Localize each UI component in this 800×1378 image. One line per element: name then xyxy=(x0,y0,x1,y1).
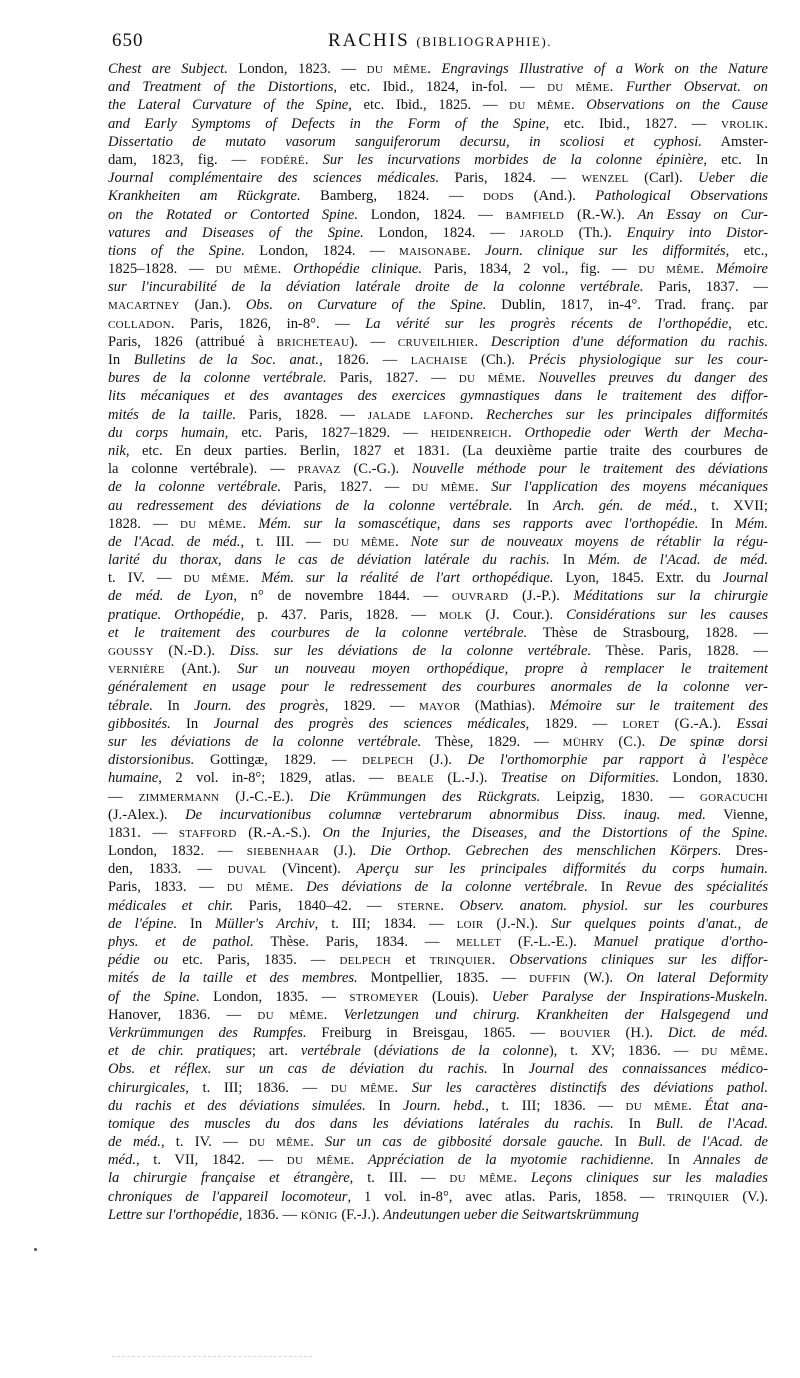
text-line: du corps humain, etc. Paris, 1827–1829. — HEIDENREICH. Orthopedie oder Werth der Mecha- xyxy=(108,424,768,441)
text-line: chroniques de l'appareil locomoteur, 1 vol. in-8°, avec atlas. Paris, 1858. — TRINQUIER (V.). xyxy=(108,1188,768,1205)
text-line: méd., t. VII, 1842. — DU MÊME. Appréciation de la myotomie rachidienne. In Annales de xyxy=(108,1152,768,1169)
text-line: Chest are Subject. London, 1823. — DU MÊME. Engravings Illustrative of a Work on the Nature xyxy=(108,61,768,77)
running-head xyxy=(112,30,768,52)
text-line: et le traitement des courbures de la colonne vertébrale. Thèse de Strasbourg, 1828. — xyxy=(108,624,768,641)
text-line: sur les déviations de la colonne vertébrale. Thèse, 1829. — MÜHRY (C.). De spinæ dorsi xyxy=(108,733,768,750)
text-line: VERNIÈRE (Ant.). Sur un nouveau moyen orthopédique, propre à remplacer le traitement xyxy=(108,661,768,678)
text-line: humaine, 2 vol. in-8°; 1829, atlas. — BEALE (L.-J.). Treatise on Diformities. London, 1830. xyxy=(108,770,768,787)
page-speck xyxy=(34,1248,37,1251)
running-head-title: RACHIS xyxy=(327,30,410,51)
page-number: 650 xyxy=(112,30,144,51)
text-line: pédie ou etc. Paris, 1835. — DELPECH et TRINQUIER. Observations cliniques sur les diffor- xyxy=(108,952,768,969)
text-line: dam, 1823, fig. — FODÉRÉ. Sur les incurvations morbides de la colonne épinière, etc. In xyxy=(108,151,768,168)
text-line: et de chir. pratiques; art. vertébrale (déviations de la colonne), t. XV; 1836. — DU MÊME. xyxy=(108,1043,768,1060)
text-line: and Early Symptoms of Defects in the Form of the Spine, etc. Ibid., 1827. — VROLIK. xyxy=(108,115,768,132)
text-line: nik, etc. En deux parties. Berlin, 1827 et 1831. (La deuxième partie traite des courbures de xyxy=(108,442,768,459)
text-line: Paris, 1826 (attribué à BRICHETEAU). — CRUVEILHIER. Description d'une déformation du rachis. xyxy=(108,333,768,350)
text-line: London, 1832. — SIEBENHAAR (J.). Die Orthop. Gebrechen des menschlichen Körpers. Dres- xyxy=(108,843,768,860)
text-line: den, 1833. — DUVAL (Vincent). Aperçu sur les principales difformités du corps humain. xyxy=(108,861,768,878)
text-line: Hanover, 1836. — DU MÊME. Verletzungen und chirurg. Krankheiten der Halsgegend und xyxy=(108,1006,768,1023)
text-line: of the Spine. London, 1835. — STROMEYER (Louis). Ueber Paralyse der Inspirations-Muskeln. xyxy=(108,988,768,1005)
text-line: larité du thorax, dans le cas de déviation latérale du rachis. In Mém. de l'Acad. de méd. xyxy=(108,552,768,569)
text-line: la chirurgie française et étrangère, t. III. — DU MÊME. Leçons cliniques sur les maladies xyxy=(108,1170,768,1187)
text-line: Paris, 1833. — DU MÊME. Des déviations de la colonne vertébrale. In Revue des spécialités xyxy=(108,879,768,896)
running-head-subtitle: (BIBLIOGRAPHIE). xyxy=(416,34,552,49)
text-line: de méd., t. IV. — DU MÊME. Sur un cas de gibbosité dorsale gauche. In Bull. de l'Acad. de xyxy=(108,1134,768,1151)
text-line: the Lateral Curvature of the Spine, etc. Ibid., 1825. — DU MÊME. Observations on the Cause xyxy=(108,97,768,114)
text-line: de l'épine. In Müller's Archiv, t. III; 1834. — LOIR (J.-N.). Sur quelques points d'anat., de xyxy=(108,915,768,932)
text-line: In Bulletins de la Soc. anat., 1826. — LACHAISE (Ch.). Précis physiologique sur les cour- xyxy=(108,352,768,368)
text-line: on the Rotated or Contorted Spine. London, 1824. — BAMFIELD (R.-W.). An Essay on Cur- xyxy=(108,206,768,223)
text-line: MACARTNEY (Jan.). Obs. on Curvature of the Spine. Dublin, 1817, in-4°. Trad. franç. par xyxy=(108,297,768,314)
text-line: lits mécaniques et des avantages des exercices gymnastiques dans le traitement des diffor- xyxy=(108,388,768,405)
text-line: GOUSSY (N.-D.). Diss. sur les déviations de la colonne vertébrale. Thèse. Paris, 1828. — xyxy=(108,643,768,659)
text-line: COLLADON. Paris, 1826, in-8°. — La vérité sur les progrès récents de l'orthopédie, etc. xyxy=(108,315,768,332)
text-line: gibbosités. In Journal des progrès des sciences médicales, 1829. — LORET (G.-A.). Essai xyxy=(108,715,768,732)
page-header xyxy=(112,26,768,56)
text-line: mités de la taille et des membres. Montpellier, 1835. — DUFFIN (W.). On lateral Deformity xyxy=(108,970,768,987)
text-line: bures de la colonne vertébrale. Paris, 1827. — DU MÊME. Nouvelles preuves du danger des xyxy=(108,370,768,387)
text-line: t. IV. — DU MÊME. Mém. sur la réalité de l'art orthopédique. Lyon, 1845. Extr. du Journal xyxy=(108,570,768,587)
text-line: Krankheiten am Rückgrate. Bamberg, 1824. — DODS (And.). Pathological Observations xyxy=(108,188,768,205)
text-line: Journal complémentaire des sciences médicales. Paris, 1824. — WENZEL (Carl). Ueber die xyxy=(108,170,768,187)
page-bottom-marks xyxy=(112,1356,312,1363)
text-line: chirurgicales, t. III; 1836. — DU MÊME. Sur les caractères distinctifs des déviations pathol. xyxy=(108,1079,768,1096)
text-line: tébrale. In Journ. des progrès, 1829. — MAYOR (Mathias). Mémoire sur le traitement des xyxy=(108,697,768,714)
text-line: — ZIMMERMANN (J.-C.-E.). Die Krümmungen des Rückgrats. Leipzig, 1830. — GORACUCHI xyxy=(108,788,768,805)
text-line: la colonne vertébrale). — PRAVAZ (C.-G.). Nouvelle méthode pour le traitement des déviations xyxy=(108,461,768,478)
text-line: de l'Acad. de méd., t. III. — DU MÊME. Note sur de nouveaux moyens de rétablir la régu- xyxy=(108,533,768,550)
text-line: distorsionibus. Gottingæ, 1829. — DELPECH (J.). De l'orthomorphie par rapport à l'espèce xyxy=(108,752,768,769)
text-line: médicales et chir. Paris, 1840–42. — STERNE. Observ. anatom. physiol. sur les courbures xyxy=(108,897,768,914)
text-line: tomique des muscles du dos dans les déviations latérales du rachis. In Bull. de l'Acad. xyxy=(108,1115,768,1132)
text-line: (J.-Alex.). De incurvationibus columnæ vertebrarum abnormibus Diss. inaug. med. Vienne, xyxy=(108,806,768,823)
text-line: généralement en usage pour le redressement des courbures anormales de la colonne ver- xyxy=(108,679,768,696)
text-line: 1825–1828. — DU MÊME. Orthopédie clinique. Paris, 1834, 2 vol., fig. — DU MÊME. Mémoire xyxy=(108,261,768,278)
text-line: vatures and Diseases of the Spine. London, 1824. — JAROLD (Th.). Enquiry into Distor- xyxy=(108,224,768,241)
text-line: 1831. — STAFFORD (R.-A.-S.). On the Injuries, the Diseases, and the Distortions of the Spine. xyxy=(108,824,768,841)
text-line: de méd. de Lyon, n° de novembre 1844. — OUVRARD (J.-P.). Méditations sur la chirurgie xyxy=(108,588,768,605)
text-line: tions of the Spine. London, 1824. — MAISONABE. Journ. clinique sur les difformités, etc., xyxy=(108,242,768,259)
text-line: de la colonne vertébrale. Paris, 1827. — DU MÊME. Sur l'application des moyens mécaniques xyxy=(108,479,768,496)
text-line: Verkrümmungen des Rumpfes. Freiburg in Breisgau, 1865. — BOUVIER (H.). Dict. de méd. xyxy=(108,1024,768,1041)
text-line: Obs. et réflex. sur un cas de déviation du rachis. In Journal des connaissances médico- xyxy=(108,1061,768,1078)
text-line: du rachis et des déviations simulées. In Journ. hebd., t. III; 1836. — DU MÊME. État ana- xyxy=(108,1097,768,1114)
text-line: sur l'incurabilité de la déviation latérale droite de la colonne vertébrale. Paris, 1837. — xyxy=(108,279,768,296)
text-line: Dissertatio de mutato vasorum sanguiferorum decursu, in scoliosi et cyphosi. Amster- xyxy=(108,133,768,150)
text-line: Lettre sur l'orthopédie, 1836. — KÖNIG (F.-J.). Andeutungen ueber die Seitwartskrümmung xyxy=(108,1206,639,1223)
text-line: 1828. — DU MÊME. Mém. sur la somascétique, dans ses rapports avec l'orthopédie. In Mém. xyxy=(108,515,768,532)
bibliography-text xyxy=(108,60,768,1224)
text-line: mités de la taille. Paris, 1828. — JALADE LAFOND. Recherches sur les principales difformités xyxy=(108,406,768,423)
text-line: pratique. Orthopédie, p. 437. Paris, 1828. — MOLK (J. Cour.). Considérations sur les causes xyxy=(108,606,768,623)
text-line: au redressement des déviations de la colonne vertébrale. In Arch. gén. de méd., t. XVII; xyxy=(108,497,768,514)
text-line: phys. et de pathol. Thèse. Paris, 1834. — MELLET (F.-L.-E.). Manuel pratique d'ortho- xyxy=(108,934,768,950)
text-line: and Treatment of the Distortions, etc. Ibid., 1824, in-fol. — DU MÊME. Further Observat. on xyxy=(108,79,768,96)
